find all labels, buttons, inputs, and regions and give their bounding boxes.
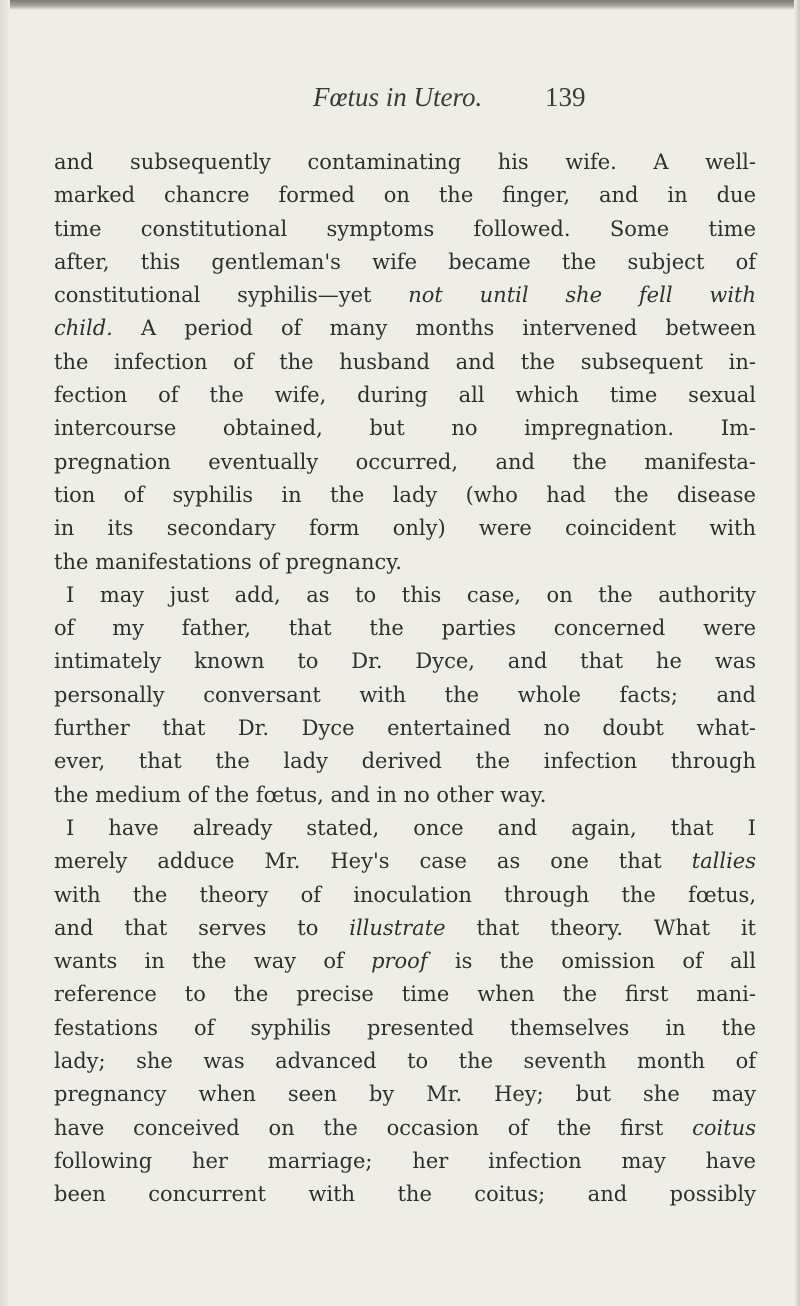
text-line: intimately known to Dr. Dyce, and that he was [54,649,756,674]
text-line: personally conversant with the whole facts; and [54,682,756,707]
text-line: wants in the way of proof is the omission of all [54,949,756,974]
text-line: of my father, that the parties concerned were [54,616,756,641]
text-line: constitutional syphilis—yet not until she fell with [54,283,756,308]
paragraph-start-line: I may just add, as to this case, on the authority [66,582,756,607]
text-line: following her marriage; her infection may have [54,1148,756,1173]
text-line: child. A period of many months intervened between [54,316,756,341]
body-text [54,146,756,1212]
text-line: and that serves to illustrate that theory. What it [54,915,756,940]
text-line: tion of syphilis in the lady (who had the disease [54,482,756,507]
page-header [0,78,800,122]
text-line: festations of syphilis presented themselves in the [54,1015,756,1040]
text-line: and subsequently contaminating his wife. A well- [54,150,756,174]
italic-emphasis: coitus [692,1115,756,1140]
text-line: reference to the precise time when the first mani- [54,982,756,1007]
text-line: merely adduce Mr. Hey's case as one that tallies [54,849,756,874]
text-line: pregnation eventually occurred, and the manifesta- [54,449,756,474]
text-line: further that Dr. Dyce entertained no doubt what- [54,716,756,741]
paragraph-end-line: the manifestations of pregnancy. [54,549,402,574]
page-gutter-shadow [0,0,10,1306]
italic-emphasis: proof [371,949,428,974]
text-line: ever, that the lady derived the infection through [54,749,756,774]
page-top-edge-shadow [0,0,800,10]
text-line: fection of the wife, during all which time sexual [54,383,756,408]
page-number: 139 [545,82,586,112]
italic-emphasis: not until she fell with [408,283,756,308]
text-line: been concurrent with the coitus; and possibly [54,1182,756,1207]
text-line: after, this gentleman's wife became the subject of [54,249,756,274]
paragraph-end-line: the medium of the fœtus, and in no other way. [54,782,547,807]
text-line: lady; she was advanced to the seventh month of [54,1049,756,1074]
page-right-edge [794,0,800,1306]
running-title: Fœtus in Utero. [313,82,483,112]
text-line: pregnancy when seen by Mr. Hey; but she may [54,1082,756,1107]
paragraph-start-line: I have already stated, once and again, that I [66,815,756,840]
text-line: marked chancre formed on the finger, and in due [54,183,756,208]
text-line: with the theory of inoculation through the fœtus, [54,882,756,907]
italic-emphasis: illustrate [349,915,446,940]
text-line: have conceived on the occasion of the first coitus [54,1115,756,1140]
text-line: time constitutional symptoms followed. Some time [54,216,756,241]
text-line: in its secondary form only) were coincident with [54,516,756,541]
italic-emphasis: child. [54,316,113,341]
text-line: intercourse obtained, but no impregnation. Im- [54,416,756,441]
text-line: the infection of the husband and the subsequent in- [54,349,756,374]
italic-emphasis: tallies [691,849,756,874]
